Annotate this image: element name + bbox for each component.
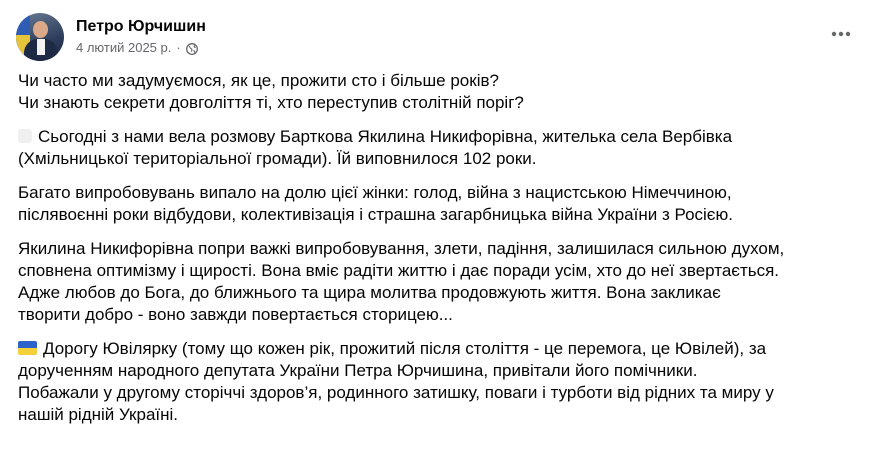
text-line: післявоєнні роки відбудови, колективізація і страшна загарбницька війна України з Росією. — [18, 205, 733, 224]
separator-dot: · — [176, 40, 181, 55]
post-meta — [76, 17, 206, 57]
text-line: дорученням народного депутата України Петра Юрчишина, привітали його помічники. — [18, 361, 698, 380]
author-name[interactable]: Петро Юрчишин — [76, 18, 206, 35]
text-line: творити добро - воно завжди повертається сторицею... — [18, 305, 453, 324]
paragraph-congrats — [18, 338, 863, 426]
text-line: Сьогодні з нами вела розмову Барткова Якилина Никифорівна, жителька села Вербівка — [38, 127, 733, 146]
text-line: нашій рідній Україні. — [18, 405, 179, 424]
post-date[interactable]: 4 лютий 2025 р. — [76, 40, 172, 55]
paragraph-today — [18, 126, 863, 170]
text-line: Чи знають секрети довголіття ті, хто переступив столітній поріг? — [18, 93, 524, 112]
globe-icon[interactable] — [186, 42, 198, 54]
ukraine-flag-icon — [18, 341, 37, 355]
text-line: Багато випробовувань випало на долю цієї жінки: голод, війна з нацистською Німеччиною, — [18, 183, 732, 202]
text-line-with-emoji — [18, 338, 863, 360]
text-line-with-emoji — [18, 126, 863, 148]
post-subline — [76, 39, 206, 57]
paragraph-intro — [18, 70, 863, 114]
post-header — [16, 12, 206, 62]
text-line: Побажали у другому сторіччі здоров’я, родинного затишку, поваги і турботи від рідних та миру у — [18, 383, 774, 402]
text-line: Якилина Никифорівна попри важкі випробовування, злети, падіння, залишилася сильною духом, — [18, 239, 785, 258]
paragraph-spirit — [18, 238, 863, 326]
emoji-icon — [18, 129, 32, 143]
text-line: сповнена оптимізму і щирості. Вона вміє радіти життю і дає поради усім, хто до неї звертається. — [18, 261, 780, 280]
text-line: Адже любов до Бога, до ближнього та щира молитва продовжують життя. Вона закликає — [18, 283, 721, 302]
text-line: Чи часто ми задумуємося, як це, прожити сто і більше років? — [18, 71, 499, 90]
paragraph-trials — [18, 182, 863, 226]
post-text — [18, 70, 863, 438]
more-horizontal-icon[interactable] — [829, 22, 853, 46]
avatar[interactable] — [16, 13, 64, 61]
text-line: Дорогу Ювілярку (тому що кожен рік, прожитий після століття - це перемога, це Ювілей), за — [43, 339, 767, 358]
text-line: (Хмільницької територіальної громади). Їй виповнилося 102 роки. — [18, 149, 537, 168]
